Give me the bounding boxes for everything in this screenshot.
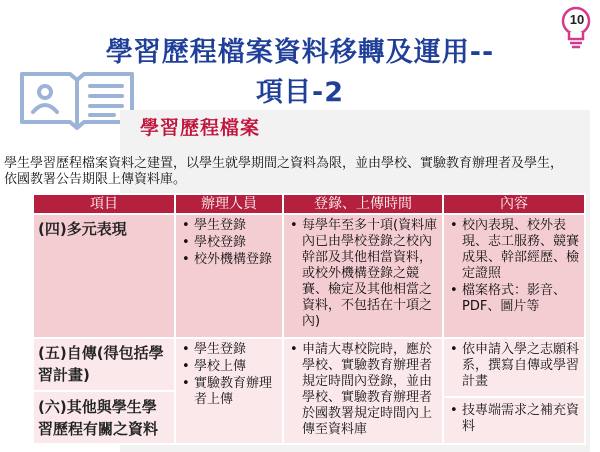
column-header-timing: 登錄、上傳時間 [283, 194, 443, 214]
timing-cell [283, 214, 443, 338]
list-item: • 技專端需求之補充資料 [448, 403, 580, 435]
intro-line-2: 依國教署公告期限上傳資料庫。 [4, 172, 187, 187]
list-item: • 每學年至多十項(資料庫內已由學校登錄之校內幹部及其他相當資料，或校外機構登錄之競賽、檢定及其他相當之資料，不包括在十項之內) [288, 218, 438, 330]
list-item: • 實驗教育辦理者上傳 [180, 376, 278, 408]
schedule-table [32, 193, 586, 445]
list-item: • 校內表現、校外表現、志工服務、競賽成果、幹部經歷、檢定證照 [448, 218, 580, 282]
column-header-item: 項目 [33, 194, 175, 214]
item-autobiography: (五)自傳(得包括學習計畫) [38, 344, 164, 384]
section-heading: 學習歷程檔案 [140, 117, 261, 139]
open-book-icon [18, 68, 136, 130]
staff-cell [175, 214, 283, 338]
intro-line-1: 學生學習歷程檔案資料之建置，以學生就學期間之資料為限，並由學校、實驗教育辦理者及學生， [4, 156, 564, 171]
table-row [33, 214, 585, 338]
divider [32, 390, 176, 392]
list-item: • 學生登錄 [180, 342, 278, 358]
staff-cell [175, 338, 283, 444]
table-header-row [33, 194, 585, 214]
column-header-content: 內容 [443, 194, 585, 214]
timing-cell [283, 338, 443, 444]
content-cell [443, 214, 585, 338]
column-header-staff: 辦理人員 [175, 194, 283, 214]
item-cell [33, 338, 175, 444]
list-item: • 學校登錄 [180, 235, 278, 251]
slide-title-line2: 項目-2 [256, 77, 344, 108]
list-item: • 申請大專校院時，應於學校、實驗教育辦理者規定時間內登錄，並由學校、實驗教育辦理者於國教署規定時間內上傳至資料庫 [288, 342, 438, 438]
table-row [33, 338, 585, 444]
item-other-materials: (六)其他與學生學習歷程有關之資料 [38, 398, 159, 438]
list-item: • 檔案格式：影音、PDF、圖片等 [448, 283, 580, 315]
list-item: • 學校上傳 [180, 359, 278, 375]
list-item: • 校外機構登錄 [180, 252, 278, 268]
list-item: • 學生登錄 [180, 218, 278, 234]
content-cell [443, 338, 585, 444]
list-item: • 依申請入學之志願科系，撰寫自傳或學習計畫 [448, 342, 580, 390]
item-cell: (四)多元表現 [33, 214, 175, 338]
intro-text [4, 156, 600, 188]
divider [444, 396, 584, 398]
page-number: 10 [569, 12, 585, 27]
slide-title-line1: 學習歷程檔案資料移轉及運用-- [105, 37, 495, 68]
